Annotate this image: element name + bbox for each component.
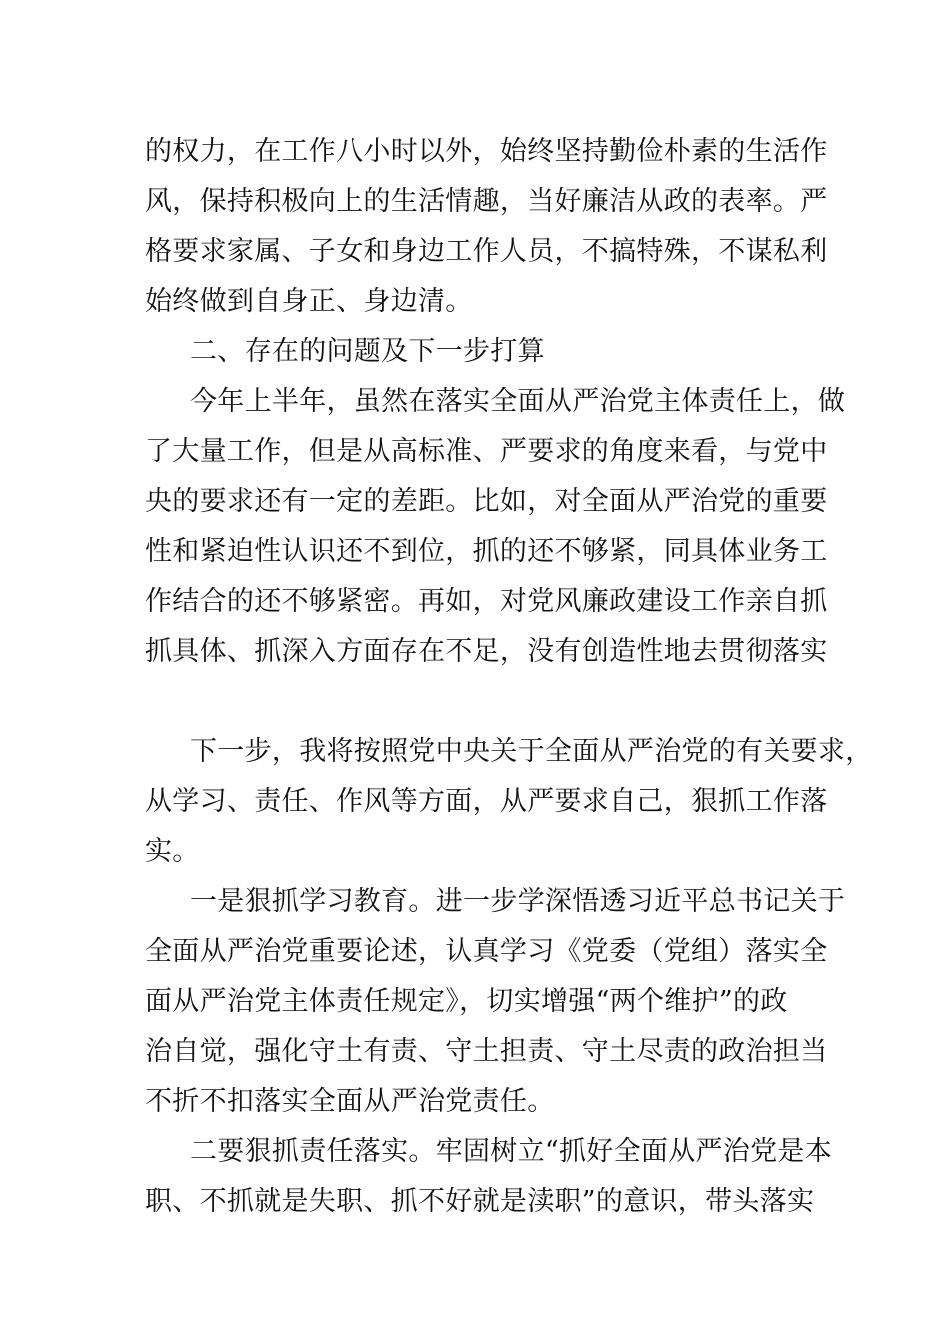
body-text-line: 了大量工作，但是从高标准、严要求的角度来看，与党中 [145,436,828,467]
body-text-line: 的权力，在工作八小时以外，始终坚持勤俭朴素的生活作 [145,136,828,167]
body-text-line: 作结合的还不够紧密。再如，对党风廉政建设工作亲自抓 [145,586,828,617]
body-text-line: 下一步，我将按照党中央关于全面从严治党的有关要求， [190,736,873,767]
body-text-line: 从学习、责任、作风等方面，从严要求自己，狠抓工作落 [145,786,828,817]
body-text-line: 抓具体、抓深入方面存在不足，没有创造性地去贯彻落实 [145,636,828,667]
body-text-line: 全面从严治党重要论述，认真学习《党委（党组）落实全 [145,936,828,967]
body-text-line: 面从严治党主体责任规定》，切实增强“两个维护”的政 [145,986,788,1017]
body-text-line: 实。 [145,836,200,867]
body-text-line: 风，保持积极向上的生活情趣，当好廉洁从政的表率。严 [145,186,828,217]
body-text-line: 职、不抓就是失职、抓不好就是渎职”的意识，带头落实 [145,1186,815,1217]
body-text-line: 格要求家属、子女和身边工作人员，不搞特殊，不谋私利 [145,236,828,267]
body-text-line: 不折不扣落实全面从严治党责任。 [145,1086,555,1117]
section-heading: 二、存在的问题及下一步打算 [190,336,545,367]
body-text-line: 一是狠抓学习教育。进一步学深悟透习近平总书记关于 [190,886,846,917]
body-text-line: 央的要求还有一定的差距。比如，对全面从严治党的重要 [145,486,828,517]
body-text-line: 性和紧迫性认识还不到位，抓的还不够紧，同具体业务工 [145,536,828,567]
body-text-line: 二要狠抓责任落实。牢固树立“抓好全面从严治党是本 [190,1136,833,1167]
body-text-line: 今年上半年，虽然在落实全面从严治党主体责任上，做 [190,386,846,417]
body-text-line: 治自觉，强化守土有责、守土担责、守土尽责的政治担当 [145,1036,828,1067]
body-text-line: 始终做到自身正、身边清。 [145,286,473,317]
